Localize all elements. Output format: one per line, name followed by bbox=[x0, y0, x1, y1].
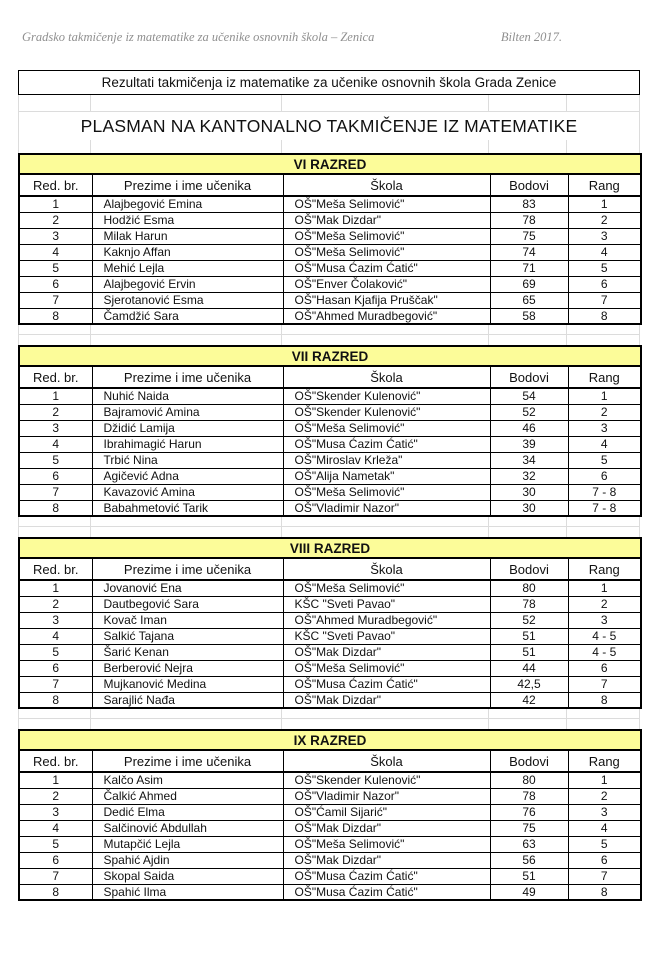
cell-rang: 5 bbox=[568, 836, 641, 852]
column-header: Prezime i ime učenika bbox=[92, 558, 283, 580]
table-row bbox=[19, 820, 641, 836]
cell-bodovi: 69 bbox=[490, 276, 568, 292]
cell-bodovi: 71 bbox=[490, 260, 568, 276]
cell-red-br: 1 bbox=[19, 388, 92, 404]
cell-bodovi: 51 bbox=[490, 868, 568, 884]
cell-school: OŠ"Skender Kulenović" bbox=[283, 404, 490, 420]
cell-red-br: 4 bbox=[19, 628, 92, 644]
cell-red-br: 1 bbox=[19, 196, 92, 212]
cell-name: Kavazović Amina bbox=[92, 484, 283, 500]
cell-bodovi: 34 bbox=[490, 452, 568, 468]
cell-bodovi: 42 bbox=[490, 692, 568, 708]
cell-red-br: 8 bbox=[19, 308, 92, 324]
cell-name: Nuhić Naida bbox=[92, 388, 283, 404]
table-row bbox=[19, 884, 641, 900]
content-column bbox=[18, 70, 640, 901]
cell-rang: 8 bbox=[568, 884, 641, 900]
cell-rang: 7 - 8 bbox=[568, 500, 641, 516]
column-header: Škola bbox=[283, 174, 490, 196]
cell-bodovi: 58 bbox=[490, 308, 568, 324]
table-row bbox=[19, 500, 641, 516]
cell-school: OŠ"Musa Ćazim Ćatić" bbox=[283, 676, 490, 692]
cell-school: OŠ"Vladimir Nazor" bbox=[283, 788, 490, 804]
table-row bbox=[19, 436, 641, 452]
cell-school: OŠ"Meša Selimović" bbox=[283, 228, 490, 244]
table-row bbox=[19, 676, 641, 692]
table-row bbox=[19, 308, 641, 324]
cell-name: Sjerotanović Esma bbox=[92, 292, 283, 308]
cell-school: KŠC "Sveti Pavao" bbox=[283, 628, 490, 644]
cell-name: Skopal Saida bbox=[92, 868, 283, 884]
column-header: Bodovi bbox=[490, 174, 568, 196]
cell-bodovi: 78 bbox=[490, 212, 568, 228]
cell-rang: 3 bbox=[568, 612, 641, 628]
cell-red-br: 7 bbox=[19, 868, 92, 884]
cell-bodovi: 46 bbox=[490, 420, 568, 436]
cell-rang: 6 bbox=[568, 660, 641, 676]
cell-name: Spahić Ajdin bbox=[92, 852, 283, 868]
cell-rang: 7 - 8 bbox=[568, 484, 641, 500]
cell-bodovi: 63 bbox=[490, 836, 568, 852]
column-header: Red. br. bbox=[19, 174, 92, 196]
column-header: Bodovi bbox=[490, 750, 568, 772]
cell-bodovi: 54 bbox=[490, 388, 568, 404]
table-row bbox=[19, 852, 641, 868]
cell-bodovi: 78 bbox=[490, 596, 568, 612]
cell-name: Berberović Nejra bbox=[92, 660, 283, 676]
cell-rang: 1 bbox=[568, 388, 641, 404]
grid-spacer bbox=[18, 325, 640, 335]
column-header: Škola bbox=[283, 750, 490, 772]
table-row bbox=[19, 580, 641, 596]
cell-name: Spahić Ilma bbox=[92, 884, 283, 900]
cell-name: Babahmetović Tarik bbox=[92, 500, 283, 516]
table-row bbox=[19, 404, 641, 420]
cell-rang: 2 bbox=[568, 596, 641, 612]
table-row bbox=[19, 420, 641, 436]
cell-bodovi: 52 bbox=[490, 404, 568, 420]
cell-red-br: 4 bbox=[19, 436, 92, 452]
cell-name: Agičević Adna bbox=[92, 468, 283, 484]
cell-school: OŠ"Ćamil Sijarić" bbox=[283, 804, 490, 820]
cell-red-br: 3 bbox=[19, 228, 92, 244]
section-title: VII RAZRED bbox=[19, 346, 641, 366]
cell-rang: 4 bbox=[568, 820, 641, 836]
cell-bodovi: 74 bbox=[490, 244, 568, 260]
table-row bbox=[19, 804, 641, 820]
grid-spacer bbox=[18, 140, 640, 153]
cell-red-br: 7 bbox=[19, 484, 92, 500]
table-row bbox=[19, 484, 641, 500]
cell-school: OŠ"Musa Ćazim Ćatić" bbox=[283, 884, 490, 900]
grid-spacer bbox=[18, 719, 640, 729]
table-row bbox=[19, 612, 641, 628]
cell-bodovi: 32 bbox=[490, 468, 568, 484]
cell-rang: 6 bbox=[568, 852, 641, 868]
cell-rang: 8 bbox=[568, 692, 641, 708]
column-header: Prezime i ime učenika bbox=[92, 366, 283, 388]
cell-bodovi: 51 bbox=[490, 628, 568, 644]
cell-rang: 4 bbox=[568, 244, 641, 260]
cell-red-br: 7 bbox=[19, 676, 92, 692]
cell-name: Milak Harun bbox=[92, 228, 283, 244]
column-header: Rang bbox=[568, 750, 641, 772]
cell-name: Kaknjo Affan bbox=[92, 244, 283, 260]
cell-rang: 2 bbox=[568, 212, 641, 228]
cell-red-br: 2 bbox=[19, 788, 92, 804]
running-header-right: Bilten 2017. bbox=[500, 30, 562, 44]
cell-school: OŠ"Mak Dizdar" bbox=[283, 692, 490, 708]
cell-bodovi: 30 bbox=[490, 500, 568, 516]
table-row bbox=[19, 228, 641, 244]
cell-rang: 3 bbox=[568, 420, 641, 436]
document-title: PLASMAN NA KANTONALNO TAKMIČENJE IZ MATEMATIKE bbox=[18, 112, 640, 140]
cell-name: Šarić Kenan bbox=[92, 644, 283, 660]
column-header: Red. br. bbox=[19, 366, 92, 388]
cell-bodovi: 30 bbox=[490, 484, 568, 500]
cell-red-br: 3 bbox=[19, 612, 92, 628]
cell-bodovi: 39 bbox=[490, 436, 568, 452]
cell-bodovi: 42,5 bbox=[490, 676, 568, 692]
cell-bodovi: 78 bbox=[490, 788, 568, 804]
cell-red-br: 6 bbox=[19, 852, 92, 868]
table-row bbox=[19, 836, 641, 852]
running-header bbox=[22, 30, 640, 45]
cell-bodovi: 56 bbox=[490, 852, 568, 868]
cell-name: Mutapčić Lejla bbox=[92, 836, 283, 852]
table-row bbox=[19, 212, 641, 228]
cell-school: OŠ"Ahmed Muradbegović" bbox=[283, 308, 490, 324]
cell-school: OŠ"Musa Ćazim Ćatić" bbox=[283, 436, 490, 452]
cell-school: OŠ"Meša Selimović" bbox=[283, 196, 490, 212]
cell-rang: 8 bbox=[568, 308, 641, 324]
cell-rang: 2 bbox=[568, 788, 641, 804]
column-header: Bodovi bbox=[490, 366, 568, 388]
cell-school: OŠ"Ahmed Muradbegović" bbox=[283, 612, 490, 628]
column-header: Škola bbox=[283, 366, 490, 388]
grid-spacer bbox=[18, 335, 640, 345]
cell-school: OŠ"Vladimir Nazor" bbox=[283, 500, 490, 516]
grid-spacer bbox=[18, 709, 640, 719]
table-row bbox=[19, 788, 641, 804]
results-table-viii-razred bbox=[18, 537, 642, 709]
grid-spacer bbox=[18, 527, 640, 537]
cell-red-br: 1 bbox=[19, 772, 92, 788]
column-header: Bodovi bbox=[490, 558, 568, 580]
cell-name: Džidić Lamija bbox=[92, 420, 283, 436]
column-header: Red. br. bbox=[19, 558, 92, 580]
cell-name: Mehić Lejla bbox=[92, 260, 283, 276]
table-row bbox=[19, 596, 641, 612]
cell-name: Sarajlić Nađa bbox=[92, 692, 283, 708]
cell-red-br: 2 bbox=[19, 404, 92, 420]
cell-school: OŠ"Mak Dizdar" bbox=[283, 852, 490, 868]
cell-red-br: 4 bbox=[19, 820, 92, 836]
cell-rang: 6 bbox=[568, 276, 641, 292]
cell-red-br: 6 bbox=[19, 660, 92, 676]
cell-name: Bajramović Amina bbox=[92, 404, 283, 420]
table-row bbox=[19, 660, 641, 676]
cell-bodovi: 80 bbox=[490, 580, 568, 596]
cell-school: OŠ"Meša Selimović" bbox=[283, 244, 490, 260]
section-title: VIII RAZRED bbox=[19, 538, 641, 558]
column-header: Prezime i ime učenika bbox=[92, 750, 283, 772]
cell-rang: 3 bbox=[568, 228, 641, 244]
cell-school: OŠ"Musa Ćazim Ćatić" bbox=[283, 868, 490, 884]
cell-name: Alajbegović Ervin bbox=[92, 276, 283, 292]
cell-name: Čalkić Ahmed bbox=[92, 788, 283, 804]
cell-name: Kovač Iman bbox=[92, 612, 283, 628]
cell-red-br: 6 bbox=[19, 276, 92, 292]
cell-red-br: 3 bbox=[19, 420, 92, 436]
cell-bodovi: 65 bbox=[490, 292, 568, 308]
table-row bbox=[19, 244, 641, 260]
column-header: Rang bbox=[568, 558, 641, 580]
table-row bbox=[19, 692, 641, 708]
cell-bodovi: 75 bbox=[490, 228, 568, 244]
cell-bodovi: 44 bbox=[490, 660, 568, 676]
cell-bodovi: 83 bbox=[490, 196, 568, 212]
cell-name: Hodžić Esma bbox=[92, 212, 283, 228]
cell-red-br: 6 bbox=[19, 468, 92, 484]
column-header: Rang bbox=[568, 174, 641, 196]
table-row bbox=[19, 276, 641, 292]
cell-name: Ibrahimagić Harun bbox=[92, 436, 283, 452]
cell-red-br: 7 bbox=[19, 292, 92, 308]
cell-school: OŠ"Skender Kulenović" bbox=[283, 388, 490, 404]
cell-school: OŠ"Miroslav Krleža" bbox=[283, 452, 490, 468]
cell-school: OŠ"Hasan Kjafija Pruščak" bbox=[283, 292, 490, 308]
cell-rang: 7 bbox=[568, 292, 641, 308]
cell-school: OŠ"Meša Selimović" bbox=[283, 836, 490, 852]
cell-red-br: 8 bbox=[19, 884, 92, 900]
cell-name: Kalčo Asim bbox=[92, 772, 283, 788]
section-title: VI RAZRED bbox=[19, 154, 641, 174]
cell-school: OŠ"Meša Selimović" bbox=[283, 484, 490, 500]
cell-school: OŠ"Mak Dizdar" bbox=[283, 820, 490, 836]
grid-spacer bbox=[18, 517, 640, 527]
cell-school: KŠC "Sveti Pavao" bbox=[283, 596, 490, 612]
results-table-vi-razred bbox=[18, 153, 642, 325]
cell-red-br: 5 bbox=[19, 836, 92, 852]
cell-red-br: 8 bbox=[19, 500, 92, 516]
cell-red-br: 4 bbox=[19, 244, 92, 260]
cell-rang: 4 - 5 bbox=[568, 644, 641, 660]
section-title: IX RAZRED bbox=[19, 730, 641, 750]
cell-red-br: 1 bbox=[19, 580, 92, 596]
cell-name: Mujkanović Medina bbox=[92, 676, 283, 692]
table-row bbox=[19, 868, 641, 884]
table-row bbox=[19, 260, 641, 276]
cell-red-br: 5 bbox=[19, 452, 92, 468]
results-sections bbox=[18, 153, 640, 901]
cell-name: Salkić Tajana bbox=[92, 628, 283, 644]
cell-bodovi: 49 bbox=[490, 884, 568, 900]
table-row bbox=[19, 292, 641, 308]
cell-red-br: 3 bbox=[19, 804, 92, 820]
cell-rang: 2 bbox=[568, 404, 641, 420]
cell-red-br: 2 bbox=[19, 596, 92, 612]
cell-red-br: 8 bbox=[19, 692, 92, 708]
cell-rang: 3 bbox=[568, 804, 641, 820]
cell-rang: 6 bbox=[568, 468, 641, 484]
table-row bbox=[19, 644, 641, 660]
cell-rang: 5 bbox=[568, 260, 641, 276]
table-row bbox=[19, 468, 641, 484]
cell-name: Dedić Elma bbox=[92, 804, 283, 820]
cell-rang: 7 bbox=[568, 868, 641, 884]
column-header: Rang bbox=[568, 366, 641, 388]
grid-spacer bbox=[18, 95, 640, 112]
cell-name: Trbić Nina bbox=[92, 452, 283, 468]
cell-bodovi: 75 bbox=[490, 820, 568, 836]
cell-bodovi: 52 bbox=[490, 612, 568, 628]
cell-rang: 4 - 5 bbox=[568, 628, 641, 644]
cell-bodovi: 80 bbox=[490, 772, 568, 788]
cell-red-br: 5 bbox=[19, 260, 92, 276]
cell-name: Jovanović Ena bbox=[92, 580, 283, 596]
cell-red-br: 5 bbox=[19, 644, 92, 660]
cell-school: OŠ"Skender Kulenović" bbox=[283, 772, 490, 788]
cell-rang: 1 bbox=[568, 772, 641, 788]
cell-school: OŠ"Mak Dizdar" bbox=[283, 212, 490, 228]
cell-rang: 1 bbox=[568, 580, 641, 596]
cell-bodovi: 51 bbox=[490, 644, 568, 660]
column-header: Škola bbox=[283, 558, 490, 580]
table-row bbox=[19, 388, 641, 404]
cell-rang: 7 bbox=[568, 676, 641, 692]
cell-rang: 5 bbox=[568, 452, 641, 468]
cell-name: Salčinović Abdullah bbox=[92, 820, 283, 836]
results-table-ix-razred bbox=[18, 729, 642, 901]
cell-rang: 4 bbox=[568, 436, 641, 452]
cell-name: Dautbegović Sara bbox=[92, 596, 283, 612]
cell-school: OŠ"Meša Selimović" bbox=[283, 420, 490, 436]
cell-bodovi: 76 bbox=[490, 804, 568, 820]
cell-red-br: 2 bbox=[19, 212, 92, 228]
table-row bbox=[19, 628, 641, 644]
table-row bbox=[19, 772, 641, 788]
column-header: Red. br. bbox=[19, 750, 92, 772]
cell-rang: 1 bbox=[568, 196, 641, 212]
document-subtitle: Rezultati takmičenja iz matematike za učenike osnovnih škola Grada Zenice bbox=[18, 70, 640, 95]
running-header-left: Gradsko takmičenje iz matematike za učenike osnovnih škola – Zenica bbox=[22, 30, 375, 44]
column-header: Prezime i ime učenika bbox=[92, 174, 283, 196]
cell-school: OŠ"Meša Selimović" bbox=[283, 660, 490, 676]
cell-school: OŠ"Alija Nametak" bbox=[283, 468, 490, 484]
cell-school: OŠ"Mak Dizdar" bbox=[283, 644, 490, 660]
results-table-vii-razred bbox=[18, 345, 642, 517]
table-row bbox=[19, 452, 641, 468]
cell-school: OŠ"Musa Ćazim Ćatić" bbox=[283, 260, 490, 276]
cell-name: Čamdžić Sara bbox=[92, 308, 283, 324]
cell-name: Alajbegović Emina bbox=[92, 196, 283, 212]
cell-school: OŠ"Enver Čolaković" bbox=[283, 276, 490, 292]
cell-school: OŠ"Meša Selimović" bbox=[283, 580, 490, 596]
table-row bbox=[19, 196, 641, 212]
